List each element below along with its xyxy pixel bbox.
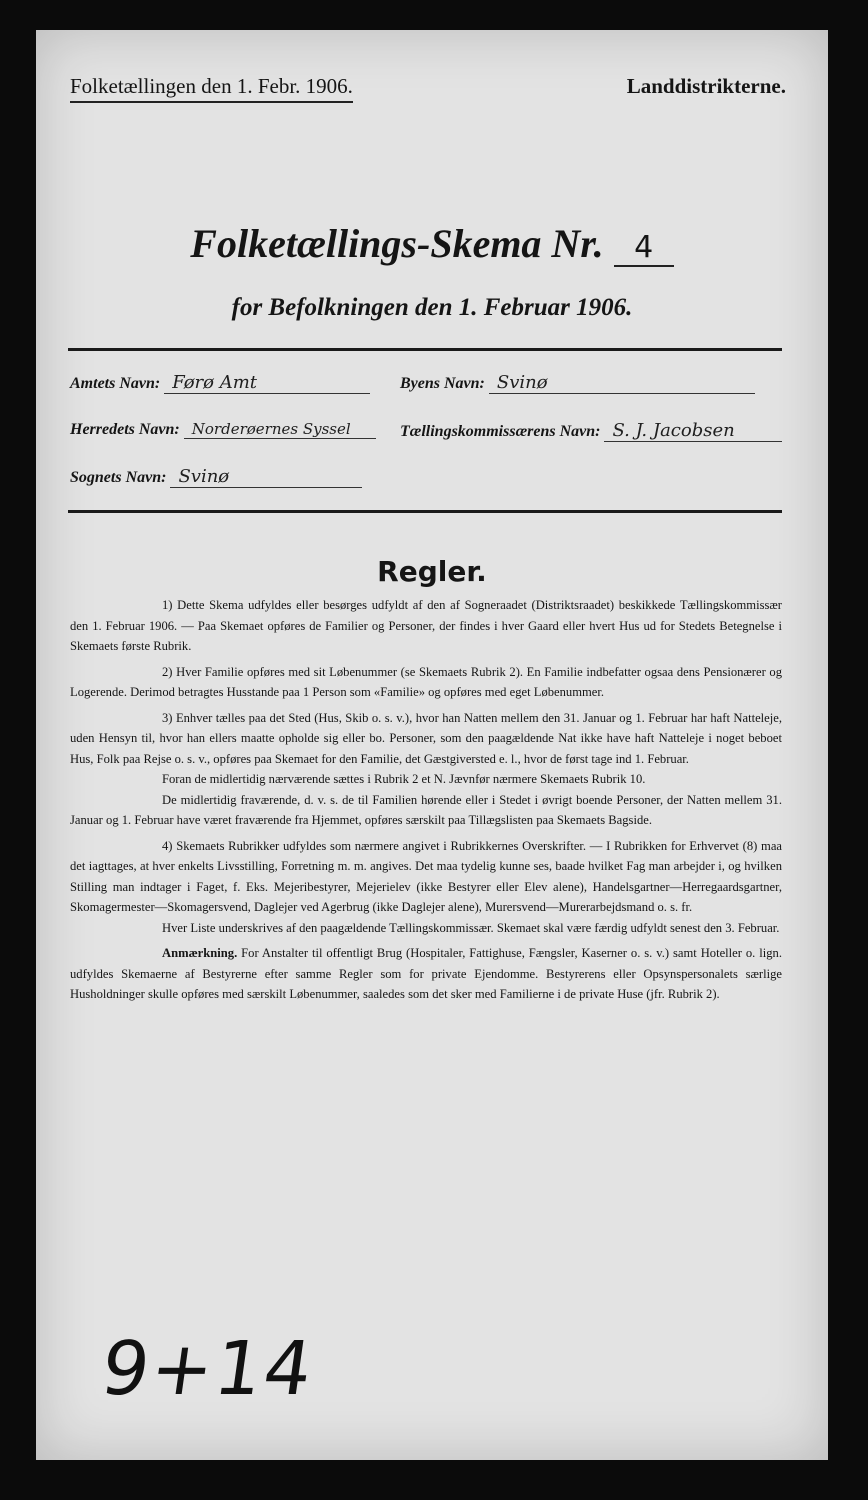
amt-field: [70, 372, 370, 394]
rule-paragraph-1: 1) Dette Skema udfyldes eller besørges udfyldt af den af Sogneraadet (Distriktsraadet) beskikkede Tællingskommissær den 1. Februar 1906. — Paa Skemaet opføres de Familier og Personer, der findes i hver Gaard eller hvert Hus ud for Stedets Betegnelse i Skemaets første Rubrik.: [70, 598, 782, 653]
amt-value: Førø Amt: [164, 372, 370, 394]
byen-field: [400, 372, 755, 394]
rule-paragraph-4: 4) Skemaets Rubrikker udfyldes som nærmere angivet i Rubrikkernes Overskrifter. — I Rubrikken for Erhvervet (8) maa det iagttages, at hver enkelts Livsstilling, Forretning m. m. angives. Det maa tydelig kunne ses, baade hvilket Fag man arbejder i, og hvilken Stilling man indtager i Faget, f. Eks. Mejeribestyrer, Mejerielev (ikke Bestyrer eller Elev alene), Handelsgartner—Herregaardsgartner, Skomagermester—Skomagersvend, Daglejer ved Agerbrug (ikke Daglejer alene), Murersvend—Murerarbejdsmand o. s. fr.: [70, 838, 782, 914]
kommissaer-label: Tællingskommissærens Navn:: [400, 423, 601, 440]
amt-label: Amtets Navn:: [70, 375, 161, 392]
note-label: Anmærkning.: [162, 946, 238, 960]
sogn-label: Sognets Navn:: [70, 469, 167, 486]
rule-paragraph-4b: Hver Liste underskrives af den paagældende Tællingskommissær. Skemaet skal være færdig udfyldt senest den 3. Februar.: [162, 920, 780, 935]
census-form-page: [36, 30, 828, 1460]
herred-value: Norderøernes Syssel: [184, 420, 376, 439]
form-number: 4: [614, 230, 674, 267]
form-title-text: Folketællings-Skema Nr.: [190, 221, 604, 266]
kommissaer-field: [400, 420, 782, 442]
rule-note: [70, 943, 782, 1005]
sogn-field: [70, 466, 362, 488]
rule-paragraph-3: 3) Enhver tælles paa det Sted (Hus, Skib o. s. v.), hvor han Natten mellem den 31. Januar og 1. Februar har haft Natteleje, uden Hensyn til, hvor han ellers maatte opholde sig eller bo. Personer, som den paagældende Nat ikke have haft Natteleje i noget beboet Hus, Folk paa Rejse o. s. v., opføres paa Skemaet for den Familie, det Gæstgiversted e. l., hvor de først tage ind 1. Februar.: [70, 710, 782, 766]
regler-heading: Regler.: [377, 555, 487, 588]
rules-text: [70, 595, 782, 1010]
rule-paragraph-3c: De midlertidig fraværende, d. v. s. de til Familien hørende eller i Stedet i øvrigt boende Personer, der Natten mellem 31. Januar og 1. Februar have været fraværende fra Hjemmet, opføres særskilt paa Tillægslisten paa Skemaets Bagside.: [70, 792, 782, 827]
rule-paragraph-3b: Foran de midlertidig nærværende sættes i Rubrik 2 et N. Jævnfør nærmere Skemaets Rubrik 10.: [162, 772, 646, 786]
divider-top: [68, 348, 782, 351]
census-header-left: Folketællingen den 1. Febr. 1906.: [70, 74, 353, 103]
form-subtitle: for Befolkningen den 1. Februar 1906.: [231, 294, 633, 321]
note-text: For Anstalter til offentligt Brug (Hospitaler, Fattighuse, Fængsler, Kaserner o. s. v.) samt Hoteller o. lign. udfyldes Skemaerne af Bestyrerne efter samme Regler som for private Ejendomme. Bestyrerens eller Opsynspersonalets særlige Husholdninger skulle opføres med særskilt Løbenummer, saaledes som det sker med Familierne i de private Huse (jfr. Rubrik 2).: [70, 946, 782, 1001]
herred-field: [70, 420, 376, 439]
herred-label: Herredets Navn:: [70, 421, 180, 438]
handwritten-note: 9+14: [95, 1326, 320, 1412]
divider-bottom: [68, 510, 782, 513]
byen-label: Byens Navn:: [400, 375, 485, 392]
kommissaer-value: S. J. Jacobsen: [604, 420, 782, 442]
sogn-value: Svinø: [170, 466, 362, 488]
census-header-right: Landdistrikterne.: [626, 74, 786, 98]
form-title: [36, 220, 828, 267]
rule-paragraph-2: 2) Hver Familie opføres med sit Løbenummer (se Skemaets Rubrik 2). En Familie indbefatter ogsaa dens Pensionærer og Logerende. Derimod betragtes Husstande paa 1 Person som «Familie» og opføres med eget Løbenummer.: [70, 664, 782, 699]
byen-value: Svinø: [489, 372, 755, 394]
